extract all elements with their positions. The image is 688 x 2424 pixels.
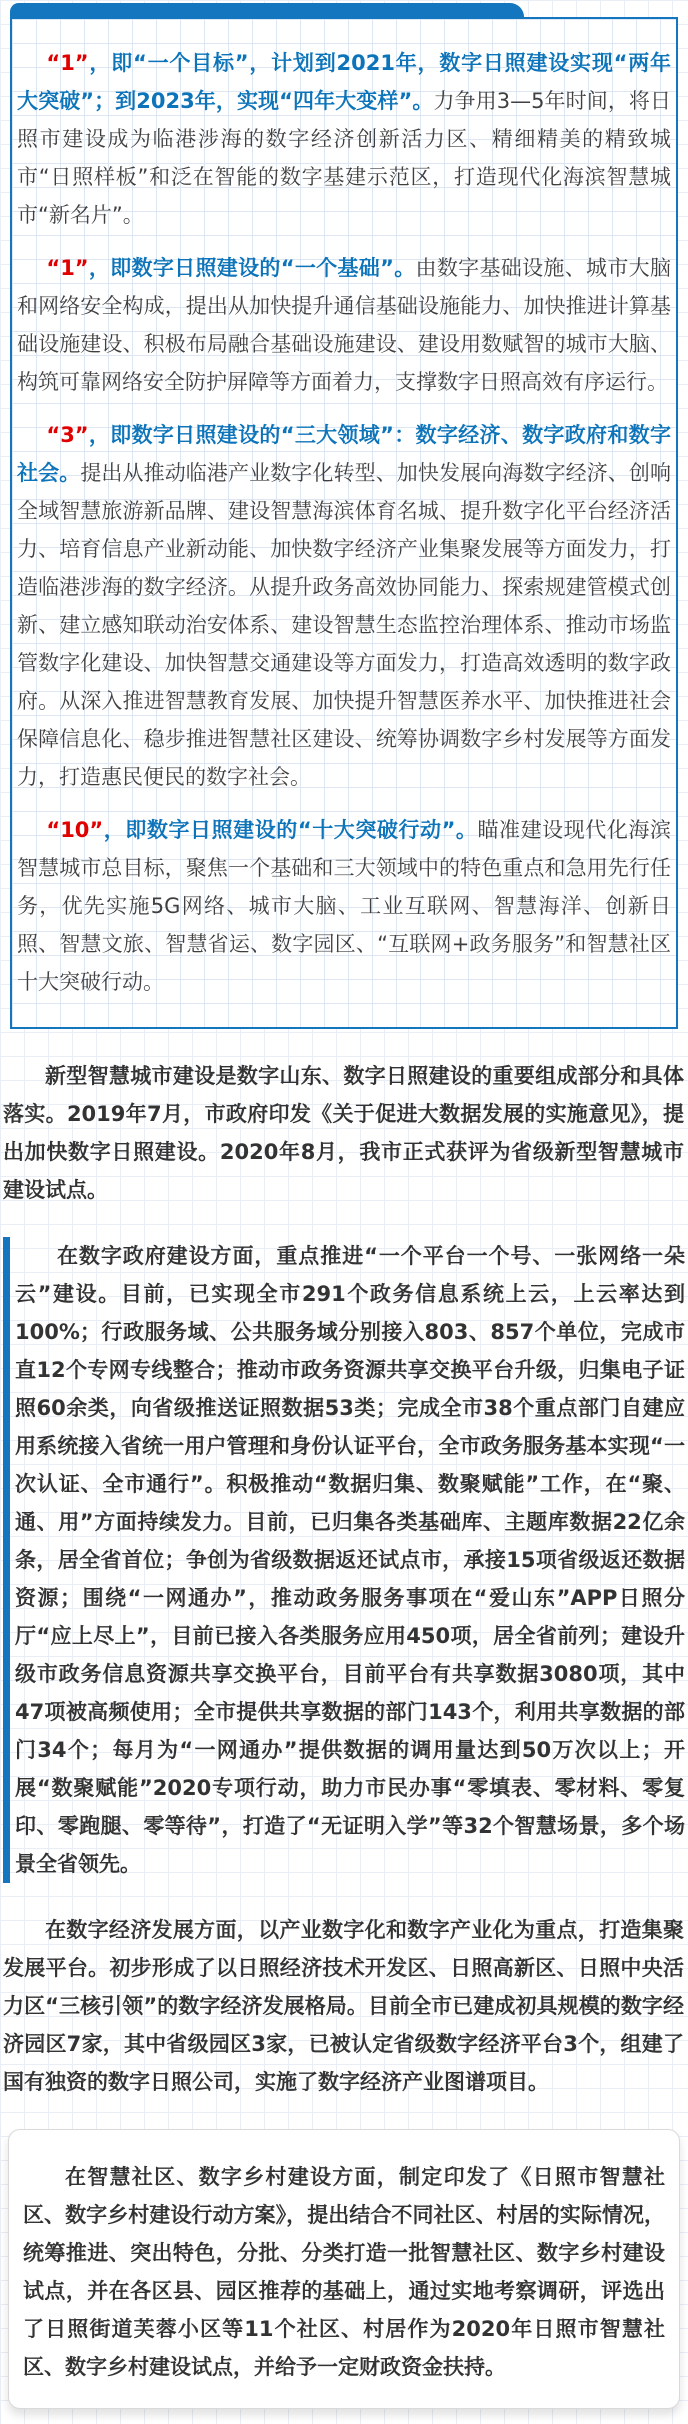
policy-highlight-card-body — [10, 17, 678, 1029]
policy-highlight-card — [10, 3, 678, 1029]
smart-community-card — [8, 2129, 680, 2409]
smart-community-paragraph: 在智慧社区、数字乡村建设方面，制定印发了《日照市智慧社区、数字乡村建设行动方案》，提出结合不同社区、村居的实际情况，统筹推进、突出特色，分批、分类打造一批智慧社区、数字乡村建设试点，并在各区县、园区推荐的基础上，通过实地考察调研，评选出了日照街道芙蓉小区等11个社区、村居作为2020年日照市智慧社区、数字乡村建设试点，并给予一定财政资金扶持。 — [23, 2165, 665, 2379]
foundation-lead: ，即数字日照建设的“一个基础”。 — [88, 256, 416, 280]
foundation-number: “1” — [46, 256, 89, 280]
actions-paragraph — [17, 811, 671, 1001]
digital-economy-paragraph: 在数字经济发展方面，以产业数字化和数字产业化为重点，打造集聚发展平台。初步形成了以日照经济技术开发区、日照高新区、日照中央活力区“三核引领”的数字经济发展格局。目前全市已建成初具规模的数字经济园区7家，其中省级园区3家，已被认定省级数字经济平台3个，组建了国有独资的数字日照公司，实施了数字经济产业图谱项目。 — [3, 1918, 684, 2094]
folder-tab — [10, 3, 524, 17]
digital-government-blockquote — [3, 1237, 685, 1883]
actions-lead: ，即数字日照建设的“十大突破行动”。 — [103, 818, 478, 842]
actions-body: 瞄准建设现代化海滨智慧城市总目标，聚焦一个基础和三大领域中的特色重点和急用先行任务，优先实施5G网络、城市大脑、工业互联网、智慧海洋、创新日照、智慧文旅、智慧省运、数字园区、“互联网+政务服务”和智慧社区十大突破行动。 — [17, 818, 671, 994]
domains-body: 提出从推动临港产业数字化转型、加快发展向海数字经济、创响全域智慧旅游新品牌、建设智慧海滨体育名城、提升数字化平台经济活力、培育信息产业新动能、加快数字经济产业集聚发展等方面发力，打造临港涉海的数字经济。从提升政务高效协同能力、探索规建管模式创新、建立感知联动治安体系、建设智慧生态监控治理体系、推动市场监管数字化建设、加快智慧交通建设等方面发力，打造高效透明的数字政府。从深入推进智慧教育发展、加快提升智慧医养水平、加快推进社会保障信息化、稳步推进智慧社区建设、统筹协调数字乡村发展等方面发力，打造惠民便民的数字社会。 — [17, 461, 672, 789]
foundation-body: 由数字基础设施、城市大脑和网络安全构成，提出从加快提升通信基础设施能力、加快推进计算基础设施建设、积极布局融合基础设施建设、建设用数赋智的城市大脑、构筑可靠网络安全防护屏障等方面着力，支撑数字日照高效有序运行。 — [17, 256, 671, 394]
foundation-paragraph — [17, 249, 671, 401]
digital-government-paragraph: 在数字政府建设方面，重点推进“一个平台一个号、一张网络一朵云”建设。目前，已实现全市291个政务信息系统上云，上云率达到100%；行政服务域、公共服务域分别接入803、857个单位，完成市直12个专网专线整合；推动市政务资源共享交换平台升级，归集电子证照60余类，向省级推送证照数据53类；完成全市38个重点部门自建应用系统接入省统一用户管理和身份认证平台，全市政务服务基本实现“一次认证、全市通行”。积极推动“数据归集、数聚赋能”工作，在“聚、通、用”方面持续发力。目前，已归集各类基础库、主题库数据22亿余条，居全省首位；争创为省级数据返还试点市，承接15项省级返还数据资源；围绕“一网通办”，推动政务服务事项在“爱山东”APP日照分厅“应上尽上”，目前已接入各类服务应用450项，居全省前列；建设升级市政务信息资源共享交换平台，目前平台有共享数据3080项，其中47项被高频使用；全市提供共享数据的部门143个，利用共享数据的部门34个；每月为“一网通办”提供数据的调用量达到50万次以上；开展“数聚赋能”2020专项行动，助力市民办事“零填表、零材料、零复印、零跑腿、零等待”，打造了“无证明入学”等32个智慧场景，多个场景全省领先。 — [15, 1244, 685, 1876]
goal-lead: ，即“一个目标”，计划到2021年，数字日照建设实现“两年大突破”；到2023年，实现“四年大变样”。 — [17, 51, 671, 113]
domains-number: “3” — [46, 423, 89, 447]
intro-paragraph: 新型智慧城市建设是数字山东、数字日照建设的重要组成部分和具体落实。2019年7月，市政府印发《关于促进大数据发展的实施意见》，提出加快数字日照建设。2020年8月，我市正式获评为省级新型智慧城市建设试点。 — [3, 1064, 684, 1202]
domains-lead: ，即数字日照建设的“三大领域”：数字经济、数字政府和数字社会。 — [17, 423, 671, 485]
goal-number: “1” — [46, 51, 89, 75]
goal-paragraph — [17, 44, 671, 234]
actions-number: “10” — [46, 818, 104, 842]
goal-body: 力争用3—5年时间，将日照市建设成为临港涉海的数字经济创新活力区、精细精美的精致城市“日照样板”和泛在智能的数字基建示范区，打造现代化海滨智慧城市“新名片”。 — [17, 89, 671, 227]
domains-paragraph — [17, 416, 671, 796]
